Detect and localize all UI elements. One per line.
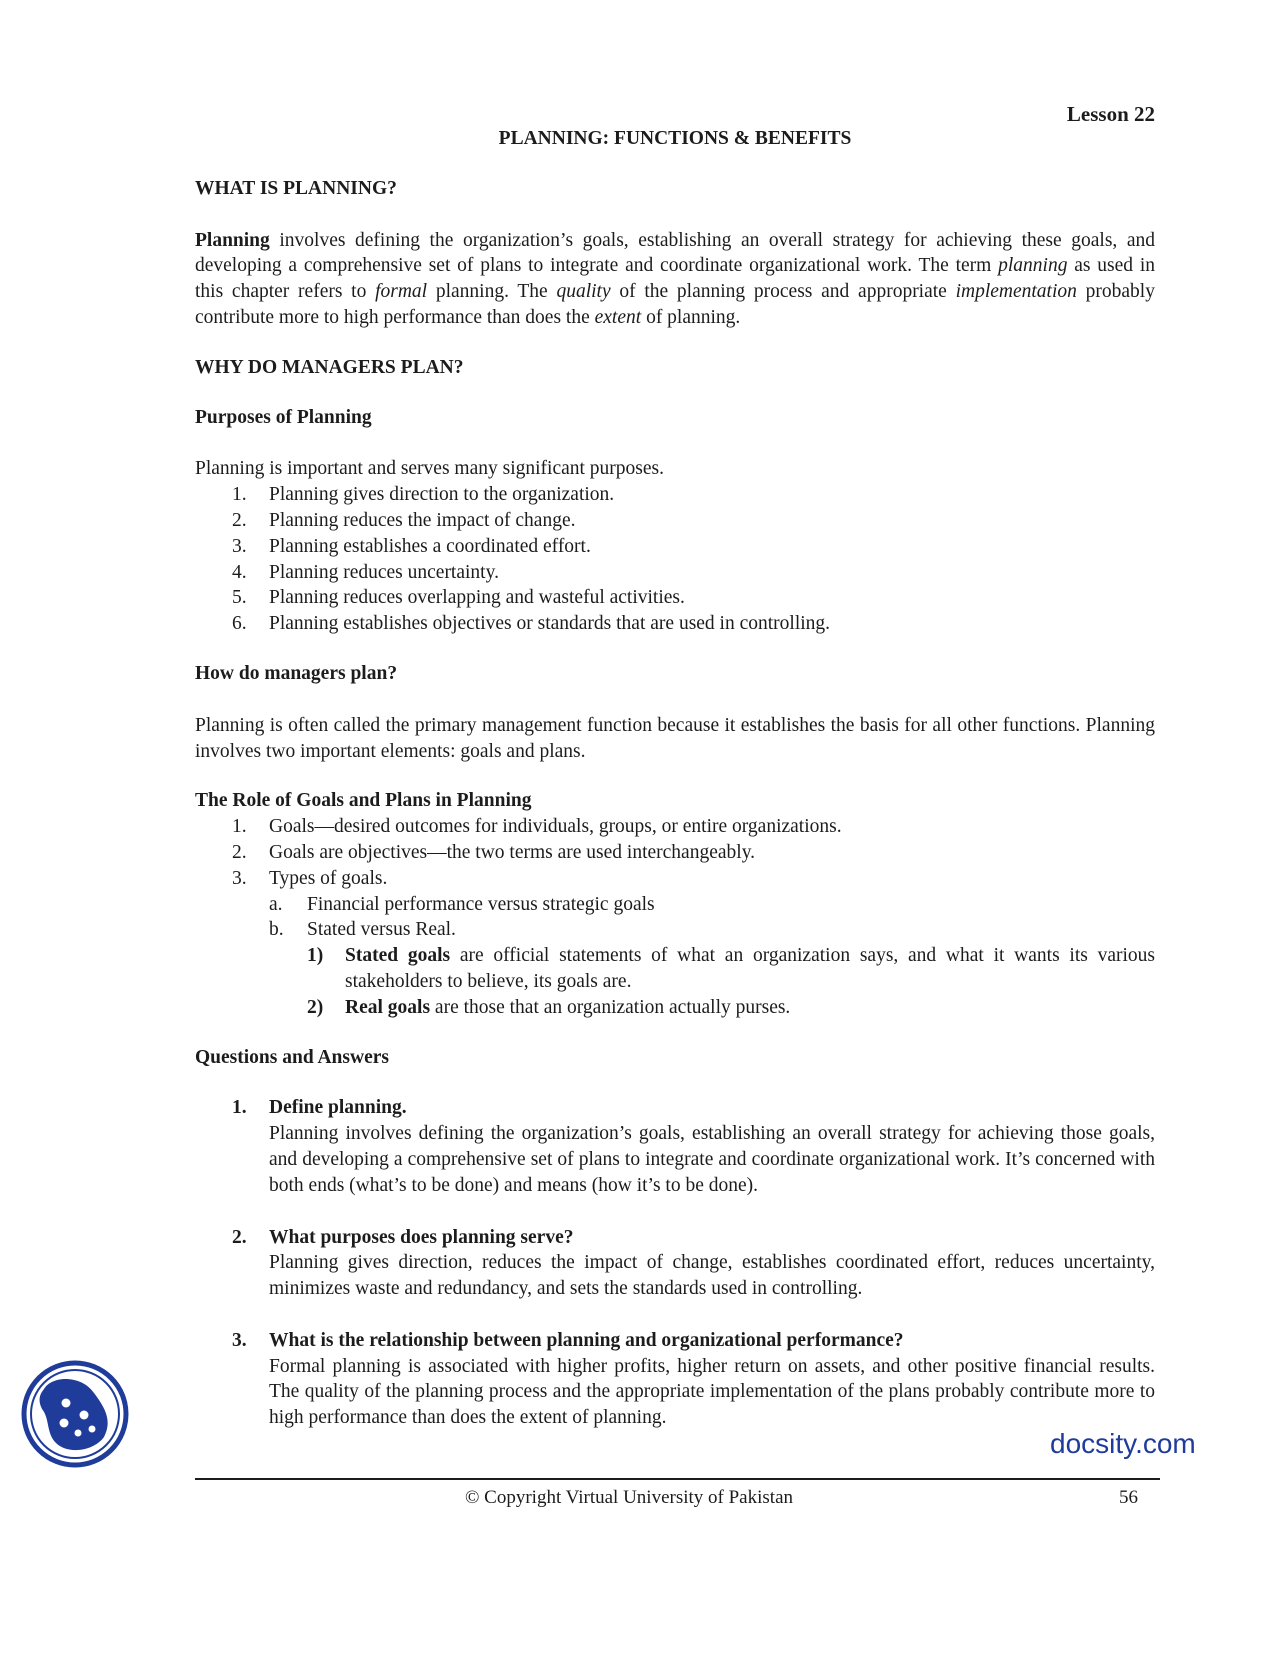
answer: Formal planning is associated with higher profits, higher return on assets, and other positive financial results. The quality of the planning process and the appropriate implementation of the plans probably contribute more to high performance than does the extent of planning. (269, 1355, 1155, 1429)
footer-copyright: © Copyright Virtual University of Pakistan (465, 1487, 794, 1508)
qa-item: 3. What is the relationship between planning and organizational performance? Formal planning is associated with higher profits, higher return on assets, and other positive financial results. The quality of the planning process and the appropriate implementation of the plans probably contribute more to high performance than does the extent of planning. (195, 1328, 1155, 1431)
heading-questions-answers: Questions and Answers (195, 1046, 389, 1068)
purposes-list (195, 482, 1155, 637)
page-title: PLANNING: FUNCTIONS & BENEFITS (498, 128, 852, 149)
footer (195, 1486, 1160, 1508)
qa-item: 2. What purposes does planning serve? Planning gives direction, reduces the impact of change, establishes coordinated effort, reduces uncertainty, minimizes waste and redundancy, and sets the standards used in controlling. (195, 1225, 1155, 1302)
list-item: 5. Planning reduces overlapping and wasteful activities. (232, 587, 685, 609)
heading-role-of-goals: The Role of Goals and Plans in Planning (195, 790, 532, 812)
stated-real-list (195, 943, 1155, 1020)
heading-how-managers-plan: How do managers plan? (195, 662, 398, 684)
answer: Planning gives direction, reduces the impact of change, establishes coordinated effort, reduces uncertainty, minimizes waste and redundancy, and sets the standards used in controlling. (269, 1252, 1155, 1300)
footer-divider (195, 1478, 1160, 1480)
list-item: a. Financial performance versus strategic goals (269, 893, 655, 915)
docsity-brand-link[interactable]: docsity.com (1050, 1428, 1196, 1459)
list-item: 2. Planning reduces the impact of change. (232, 509, 576, 531)
goal-types-list (195, 892, 1155, 944)
page-number: 56 (1119, 1487, 1138, 1508)
answer: Planning involves defining the organization’s goals, establishing an overall strategy for achieving those goals, and developing a comprehensive set of plans to integrate and coordinate organizational work. It’s concerned with both ends (what’s to be done) and means (how it’s to be done). (269, 1123, 1155, 1196)
list-item: 6. Planning establishes objectives or standards that are used in controlling. (232, 613, 831, 635)
how-managers-plan-paragraph: Planning is often called the primary management function because it establishes the basis for all other functions. Planning involves two important elements: goals and plans. (195, 714, 1155, 762)
lesson-label: Lesson 22 (1066, 102, 1155, 126)
qa-item: 1. Define planning. Planning involves defining the organization’s goals, establishing an overall strategy for achieving those goals, and developing a comprehensive set of plans to integrate and coordinate organizational work. It’s concerned with both ends (what’s to be done) and means (how it’s to be done). (195, 1095, 1155, 1198)
list-item: 4. Planning reduces uncertainty. (232, 561, 499, 583)
heading-what-is-planning: WHAT IS PLANNING? (195, 177, 397, 199)
list-item: 2) Real goals are those that an organization actually purses. (307, 996, 791, 1018)
document-page (195, 100, 1155, 1431)
question: What is the relationship between planning and organizational performance? (269, 1329, 904, 1351)
docsity-logo-icon[interactable] (20, 1359, 130, 1469)
list-item: b. Stated versus Real. (269, 919, 456, 941)
list-item: 1) Stated goals are official statements of what an organization says, and what it wants its various stakeholders to believe, its goals are. (307, 945, 1155, 992)
heading-why-managers-plan: WHY DO MANAGERS PLAN? (195, 356, 464, 378)
list-item: 2. Goals are objectives—the two terms are used interchangeably. (232, 841, 756, 863)
qa-list (195, 1095, 1155, 1431)
list-item: 3. Types of goals. (232, 867, 388, 889)
heading-purposes-of-planning: Purposes of Planning (195, 406, 372, 428)
planning-definition-paragraph: Planning involves defining the organization’s goals, establishing an overall strategy for achieving these goals, and developing a comprehensive set of plans to integrate and coordinate organizational work. The term planning as used in this chapter refers to formal planning. The quality of the planning process and appropriate implementation probably contribute more to high performance than does the extent of planning. (195, 229, 1155, 328)
list-item: 1. Goals—desired outcomes for individuals, groups, or entire organizations. (232, 816, 842, 838)
list-item: 3. Planning establishes a coordinated effort. (232, 535, 591, 557)
goals-list (195, 814, 1155, 891)
list-item: 1. Planning gives direction to the organization. (232, 484, 615, 506)
purposes-intro: Planning is important and serves many significant purposes. (195, 458, 665, 480)
question: What purposes does planning serve? (269, 1226, 574, 1248)
question: Define planning. (269, 1097, 407, 1119)
